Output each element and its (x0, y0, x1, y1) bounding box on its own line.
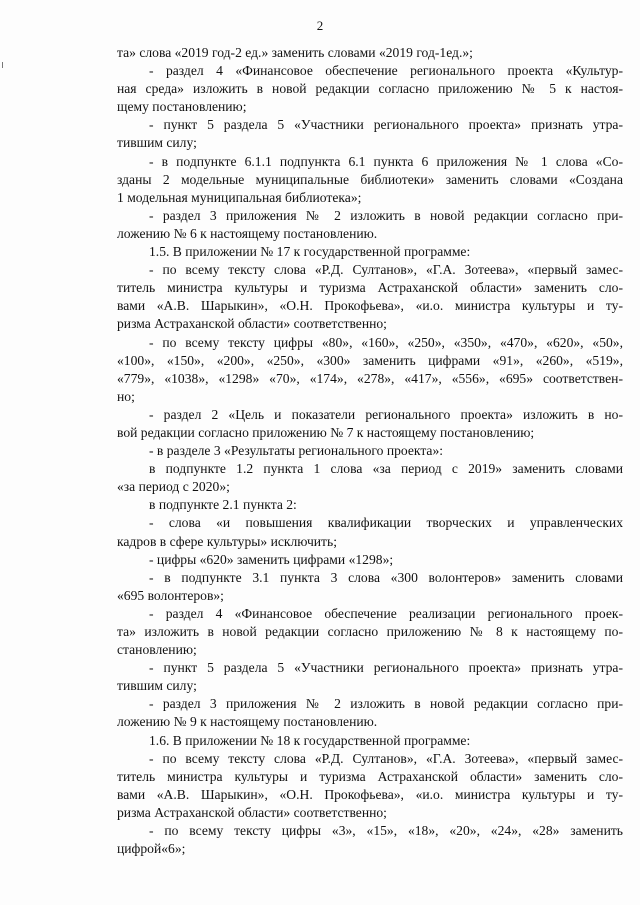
text-line: та» слова «2019 год-2 ед.» заменить словами «2019 год-1ед.»; (117, 45, 473, 60)
document-body (117, 44, 623, 858)
text-line: тившим силу; (117, 678, 197, 694)
text-line: - слова «и повышения квалификации творческих и управленческих (149, 515, 623, 531)
text-line: становлению; (117, 642, 197, 658)
text-line: ложению № 9 к настоящему постановлению. (117, 714, 378, 730)
text-line: - в подпункте 6.1.1 подпункта 6.1 пункта 6 приложения № 1 слова «Со- (149, 153, 623, 169)
text-line: - по всему тексту цифры «3», «15», «18», «20», «24», «28» заменить (149, 823, 623, 839)
text-line: 1 модельная муниципальная библиотека»; (117, 189, 362, 205)
text-line: та» изложить в новой редакции согласно приложению № 8 к настоящему по- (117, 624, 623, 639)
text-line: - пункт 5 раздела 5 «Участники регионального проекта» признать утра- (149, 660, 623, 676)
text-line: кадров в сфере культуры» исключить; (117, 533, 337, 549)
text-line: - пункт 5 раздела 5 «Участники регионального проекта» признать утра- (149, 117, 623, 133)
text-line: 1.6. В приложении № 18 к государственной программе: (149, 732, 471, 748)
text-line: - цифры «620» заменить цифрами «1298»; (149, 551, 394, 567)
margin-mark (2, 62, 6, 68)
text-line: ризма Астраханской области» соответственно; (117, 804, 387, 820)
text-line: - раздел 3 приложения № 2 изложить в новой редакции согласно при- (149, 207, 623, 223)
text-line: титель министра культуры и туризма Астраханской области» заменить сло- (117, 280, 623, 296)
text-line: - в подпункте 3.1 пункта 3 слова «300 волонтеров» заменить словами (149, 569, 623, 585)
text-line: но; (117, 388, 135, 404)
text-line: - по всему тексту слова «Р.Д. Султанов», «Г.А. Зотеева», «первый замес- (149, 262, 623, 278)
text-line: «100», «150», «200», «250», «300» заменить цифрами «91», «260», «519», (117, 352, 623, 368)
text-line: цифрой«6»; (117, 841, 186, 857)
text-line: - раздел 3 приложения № 2 изложить в новой редакции согласно при- (149, 696, 623, 712)
text-line: «за период с 2020»; (117, 479, 230, 495)
text-line: в подпункте 1.2 пункта 1 слова «за период с 2019» заменить словами (149, 461, 623, 477)
page-number: 2 (316, 18, 324, 33)
text-line: - по всему тексту цифры «80», «160», «250», «350», «470», «620», «50», (149, 334, 623, 350)
text-line: ложению № 6 к настоящему постановлению. (117, 225, 378, 241)
text-line: 1.5. В приложении № 17 к государственной программе: (149, 244, 471, 260)
text-line: в подпункте 2.1 пункта 2: (149, 497, 297, 513)
text-line: вами «А.В. Шарыкин», «О.Н. Прокофьева», «и.о. министра культуры и ту- (117, 786, 623, 802)
text-line: титель министра культуры и туризма Астраханской области» заменить сло- (117, 768, 623, 784)
text-line: - в разделе 3 «Результаты регионального проекта»: (149, 443, 444, 459)
text-line: тившим силу; (117, 135, 197, 151)
text-line: - раздел 2 «Цель и показатели регионального проекта» изложить в но- (149, 406, 623, 422)
text-line: щему постановлению; (117, 99, 247, 115)
text-line: вой редакции согласно приложению № 7 к настоящему постановлению; (117, 424, 535, 440)
text-line: зданы 2 модельные муниципальные библиотеки» заменить словами «Создана (117, 171, 623, 187)
text-line: «695 волонтеров»; (117, 587, 224, 603)
text-line: - раздел 4 «Финансовое обеспечение реализации регионального проек- (149, 605, 623, 621)
text-line: вами «А.В. Шарыкин», «О.Н. Прокофьева», «и.о. министра культуры и ту- (117, 298, 623, 314)
text-line: ная среда» изложить в новой редакции согласно приложению № 5 к настоя- (117, 81, 623, 97)
text-line: - по всему тексту слова «Р.Д. Султанов», «Г.А. Зотеева», «первый замес- (149, 750, 623, 766)
text-line: ризма Астраханской области» соответственно; (117, 316, 387, 332)
text-line: - раздел 4 «Финансовое обеспечение регионального проекта «Культур- (149, 63, 623, 79)
text-line: «779», «1038», «1298» «70», «174», «278», «417», «556», «695» соответствен- (117, 370, 623, 386)
